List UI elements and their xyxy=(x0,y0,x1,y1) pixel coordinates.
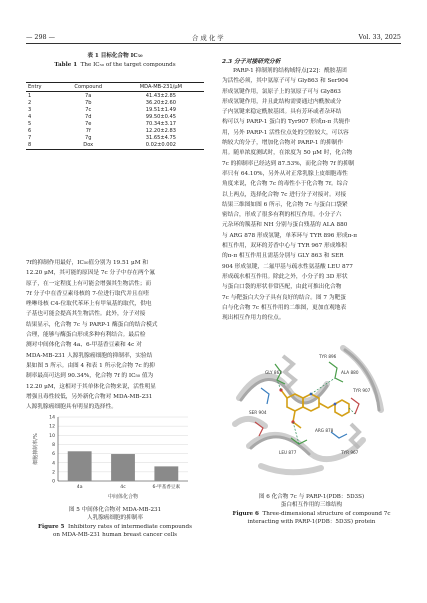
table-cell-ic50: 0.02±0.002 xyxy=(118,142,204,150)
text-line: 果如图 5 所示。由图 4 和表 1 所示化合物 7c 的抑 xyxy=(26,362,155,369)
text-line: 形成疏水相互作用。除此之外，小分子的 3D 形状 xyxy=(222,273,348,280)
table1-title-en xyxy=(26,62,204,69)
text-line: 7c 的抑制率已经达到 87.53%，而化合物 7f 的抑制 xyxy=(222,160,355,167)
text-line: 测对中间体化合物 4a、6-甲基香豆素和 4c 对 xyxy=(26,342,142,349)
text-line: 增强且毒性较低，另外新化合物对 MDA-MB-231 xyxy=(26,393,153,400)
text-line: 结果三维图如图 6 所示，化合物 7c 与蛋白口袋紧 xyxy=(222,201,348,208)
residue-label: SER 904 xyxy=(249,410,267,415)
table-row xyxy=(26,106,204,113)
column-header-compound: Compound xyxy=(59,83,118,92)
text-line: 以上两点，选择化合物 7c 进行分子对接对。对接 xyxy=(222,191,347,198)
text-line: 唑啉母核 C4-位取代苯环上有甲氧基的取代，供电 xyxy=(26,301,152,308)
figure5-caption-en-text-1: Inhibitory rates of intermediate compounds xyxy=(68,524,192,530)
table-cell-entry: 5 xyxy=(28,120,32,127)
left-body-text xyxy=(26,258,204,412)
ic50-table xyxy=(26,82,204,150)
volume-info: Vol. 33, 2025 xyxy=(358,33,401,41)
y-tick-label: 14 xyxy=(49,415,55,421)
right-body-text xyxy=(222,66,401,323)
text-line: 7c 与靶蛋白大分子具有良好的结合。图 7 为靶蛋 xyxy=(222,294,346,301)
table-cell-entry: 2 xyxy=(28,99,32,106)
text-line: 的π-π 相互作用且需基分别与 GLY 863 和 SER xyxy=(222,253,344,260)
residue-label: ALA 880 xyxy=(341,370,359,375)
y-tick-label: 12 xyxy=(49,424,55,430)
figure5-label-en: Figure 5 xyxy=(38,524,65,530)
y-tick-label: 0 xyxy=(52,479,55,485)
table1-title-en-text: The IC₅₀ of the target compounds xyxy=(80,62,176,68)
text-line: 合理，能够与酶蛋白形成多种有利结合。最后检 xyxy=(26,332,146,339)
figure6-svg xyxy=(231,328,389,478)
figure5-caption-cn-2: 人乳腺癌细胞的抑制率 xyxy=(87,515,143,521)
figure6-caption-en-2: interacting with PARP-1(PDB：5D3S) protein xyxy=(247,519,376,525)
table-row xyxy=(26,142,204,150)
text-line: 人源乳腺癌细胞具有明显的选择性。 xyxy=(26,404,117,411)
table1-label-en: Table 1 xyxy=(54,62,78,68)
bar xyxy=(111,454,135,481)
figure6-caption-cn-1: 图 6 化合物 7c 与 PARP-1(PDB：5D3S) xyxy=(258,494,365,500)
column-header-entry: Entry xyxy=(26,83,59,92)
x-tick-label: 6-甲基香豆素 xyxy=(152,485,181,490)
y-tick-label: 8 xyxy=(52,443,55,449)
table-cell-entry: 4 xyxy=(28,113,32,120)
header-rule xyxy=(26,43,401,44)
table-cell-ic50: 36.20±2.60 xyxy=(145,99,176,106)
text-line: 子内氢键来稳定酰胺基团。具有芳环或者杂环结 xyxy=(222,109,342,116)
text-line: 用。随单浓度测试时，在浓度为 50 μM 时，化合物 xyxy=(222,150,353,157)
table1-title-cn: 表 1 目标化合物 IC₅₀ xyxy=(87,53,143,59)
text-line: 密结合，形成了很多有利的相互作用。小分子六 xyxy=(222,212,342,219)
y-axis-label: 细胞抑制率/% xyxy=(33,433,39,465)
bar xyxy=(68,451,92,481)
table-cell-compound: 7a xyxy=(85,92,92,99)
table-cell-compound: Dox xyxy=(59,142,118,150)
figure6-caption-en-1 xyxy=(222,511,401,518)
figure5-caption-en-1 xyxy=(26,524,204,531)
table-cell-ic50: 70.34±3.17 xyxy=(145,120,176,127)
text-line: 制率最高可达到 90.34%，化合物 7f 的 IC₅₀ 值为 xyxy=(26,373,154,380)
text-line: MDA-MB-231 人源乳腺癌细胞的抑制率，实验结 xyxy=(26,352,153,359)
table-cell-entry: 8 xyxy=(26,142,59,150)
table-cell-compound: 7c xyxy=(85,106,92,113)
text-line: 形成氢键作用，氯原子上的氢原子可与 Gly863 xyxy=(222,88,341,95)
figure6-label-en: Figure 6 xyxy=(232,511,259,517)
text-line: 用，另外 PARP-1 活性位点处的空腔较大，可以容 xyxy=(222,129,349,136)
table-cell-compound: 7g xyxy=(85,135,92,142)
table-row xyxy=(26,135,204,142)
page-number: — 298 — xyxy=(26,33,56,41)
figure6-caption-cn-2: 蛋白相互作用的三维结构 xyxy=(280,502,343,508)
table-cell-entry: 6 xyxy=(28,128,32,135)
figure5-svg xyxy=(28,411,203,503)
x-axis-label: 中间体化合物 xyxy=(107,494,139,500)
residue-label: LEU 877 xyxy=(279,450,297,455)
table-cell-compound: 7b xyxy=(85,99,92,106)
text-line: 相互作用，双环的芳香中心与 TYR 967 形成堆积 xyxy=(222,243,347,250)
y-tick-label: 4 xyxy=(52,461,55,467)
column-header-ic50: MDA-MB-231/μM xyxy=(118,83,204,92)
text-line: PARP-1 抑制剂的结构域特点[22]：酰胺基团 xyxy=(233,68,347,74)
text-line: 12.20 μM，其可能的原因是 7c 分子中存在两个氟 xyxy=(26,270,156,277)
text-line: 原子，在一定程度上有可能会增强其生物活性；而 xyxy=(26,280,152,287)
table-cell-ic50: 19.51±1.49 xyxy=(145,106,176,113)
table-cell-ic50: 12.20±2.83 xyxy=(145,128,176,135)
journal-name: 合 成 化 学 xyxy=(192,34,224,42)
text-line: 与蛋白口袋的形状非常匹配，由此可推出化合物 xyxy=(222,284,342,291)
text-line: 结果显示，化合物 7c 与 PARP-1 酶蛋白的结合模式 xyxy=(26,321,158,328)
y-tick-label: 10 xyxy=(49,433,55,439)
text-line: 为活性必须，其中氨原子可与 Gly863 和 Ser904 xyxy=(222,78,349,85)
table-row xyxy=(26,92,204,100)
table-cell-entry: 1 xyxy=(28,92,32,99)
table-cell-ic50: 99.50±0.45 xyxy=(145,113,176,120)
text-line: 7f 分子中在香豆素母核的 7-位进行取代并且在喹 xyxy=(26,290,149,297)
residue-label: TYR 967 xyxy=(341,450,359,455)
text-line: 元杂环的羰基和 NH 分别与蛋白残基的 ALA 880 xyxy=(222,222,348,229)
table-cell-entry: 7 xyxy=(28,135,32,142)
table-header-row xyxy=(26,83,204,92)
table-cell-entry: 3 xyxy=(28,106,32,113)
text-line: 白与化合物 7c 相互作用的二维图，更加直观地表 xyxy=(222,304,347,311)
section-heading-docking: 2.3 分子对接研究分析 xyxy=(222,59,281,65)
y-tick-label: 2 xyxy=(52,470,55,476)
text-line: 7f的抑制作用最好，IC₅₀值分别为 19.51 μM 和 xyxy=(26,260,149,266)
text-line: 角度来说，化合物 7c 的毒性小于化合物 7f。综合 xyxy=(222,181,349,188)
text-line: 子基也可能会提高其生物活性。此外，分子对接 xyxy=(26,311,146,318)
x-tick-label: 4c xyxy=(120,485,126,490)
table-cell-compound: 7e xyxy=(85,120,92,127)
text-line: 率只有 64.10%，另外从对正常乳腺上皮细胞毒性 xyxy=(222,170,348,177)
table-cell-ic50: 31.65±4.75 xyxy=(145,135,176,142)
x-tick-label: 4a xyxy=(76,485,83,490)
bar xyxy=(154,466,178,481)
text-line: 纳较大的分子，增加化合物对 PARP-1 的抑制作 xyxy=(222,140,344,147)
residue-label: TYR 907 xyxy=(353,388,371,393)
table-row xyxy=(26,113,204,120)
y-tick-label: 6 xyxy=(52,452,55,458)
text-line: 形成氢键作用，并且此结构需要通过内酰胺或分 xyxy=(222,98,342,105)
text-line: 与 ARG 878 形成氢键，单苯环与 TYR 896 形成π-π xyxy=(222,232,357,239)
table-cell-compound: 7d xyxy=(85,113,92,120)
table-row xyxy=(26,127,204,134)
text-line: 现出相互作用力的位点。 xyxy=(222,315,285,322)
residue-label: GLY 863 xyxy=(265,370,282,375)
residue-label: TYR 896 xyxy=(319,354,337,359)
figure5-chart xyxy=(28,411,203,503)
table-row xyxy=(26,120,204,127)
text-line: 12.20 μM，这相对于其单体化合物来说，活性明显 xyxy=(26,383,156,390)
table-row xyxy=(26,99,204,106)
figure5-caption-cn-1: 图 5 中间体化合物对 MDA-MB-231 xyxy=(68,507,162,513)
table-cell-compound: 7f xyxy=(85,128,91,135)
residue-label: ARG 878 xyxy=(315,428,334,433)
figure5-caption-en-2: on MDA-MB-231 human breast cancer cells xyxy=(52,532,178,538)
text-line: 构可以与 PARP-1 蛋白的 Tyr907 形成π-π 共轭作 xyxy=(222,119,351,126)
figure6-caption-en-text-1: Three-dimensional structure of compound 7c xyxy=(262,511,391,517)
text-line: 904 形成氢键，二氟甲基与疏水性氨基酸 LEU 877 xyxy=(222,263,353,270)
figure6-docking-image xyxy=(231,328,389,478)
table-cell-ic50: 41.43±2.85 xyxy=(145,92,176,99)
